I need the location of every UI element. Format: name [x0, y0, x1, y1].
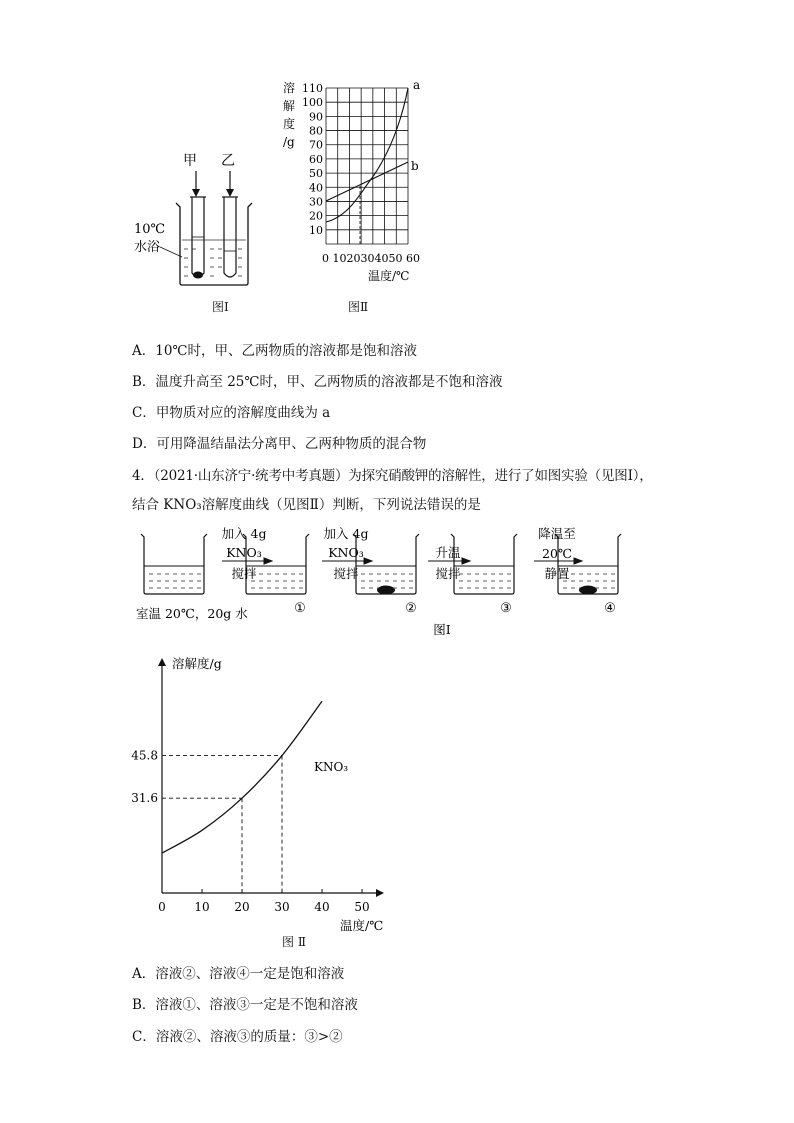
x-tick-label: 40	[314, 900, 330, 914]
y-tick-label: 20	[309, 209, 323, 223]
kno3-solubility-chart	[130, 650, 410, 940]
y-tick-label: 60	[309, 152, 323, 166]
q4-option-c: C．溶液②、溶液③的质量：③>②	[132, 1029, 343, 1045]
svg-text:溶: 溶	[283, 81, 296, 95]
y-tick-label: 10	[309, 223, 323, 237]
y-marked-label: 31.6	[131, 791, 158, 806]
label-yi: 乙	[221, 153, 235, 169]
step4-cool: 降温至	[538, 526, 576, 541]
beaker	[555, 534, 621, 594]
x-label: 温度/℃	[368, 269, 410, 283]
figure-2-caption: 图Ⅱ	[348, 300, 369, 314]
svg-text:解: 解	[283, 99, 296, 113]
beaker-label-4: ④	[604, 601, 616, 616]
label-jia: 甲	[183, 153, 197, 169]
crystal-deposit	[579, 586, 597, 595]
x-ticks: 0 1020304050 60	[322, 252, 420, 265]
x-tick-label: 50	[354, 900, 370, 914]
q4-figure-1-caption: 图Ⅰ	[433, 622, 451, 637]
step3-stir: 搅拌	[435, 566, 461, 581]
chart-y-label: 溶解度/g	[172, 656, 222, 671]
step2-add: 加入 4g	[323, 526, 369, 541]
beaker-label-3: ③	[500, 601, 512, 616]
beaker	[353, 534, 419, 594]
y-tick-label: 110	[302, 82, 323, 95]
start-condition: 室温 20℃，20g 水	[136, 606, 248, 621]
crystal-deposit	[377, 586, 395, 595]
step2-kno3: KNO₃	[328, 545, 364, 560]
y-marked-label: 45.8	[131, 748, 158, 763]
q4-option-a: A．溶液②、溶液④一定是饱和溶液	[132, 966, 345, 982]
q3-option-c: C．甲物质对应的溶解度曲线为 a	[132, 405, 331, 421]
step1-stir: 搅拌	[231, 566, 257, 581]
step2-stir: 搅拌	[333, 566, 359, 581]
x-tick-label: 20	[234, 900, 250, 914]
y-tick-label: 30	[309, 195, 323, 209]
q4-figure-2-caption: 图 Ⅱ	[282, 935, 306, 949]
beaker	[451, 534, 517, 594]
y-tick-label: 100	[302, 96, 323, 110]
figure-1-caption: 图Ⅰ	[212, 300, 229, 314]
beaker	[243, 534, 309, 594]
q3-option-d: D．可用降温结晶法分离甲、乙两种物质的混合物	[132, 436, 427, 452]
step4-stand: 静置	[544, 566, 570, 581]
beaker	[141, 534, 207, 594]
x-tick-label: 10	[194, 900, 210, 914]
svg-text:/g: /g	[283, 135, 295, 149]
kno3-series-label: KNO₃	[314, 760, 349, 774]
svg-text:度: 度	[283, 117, 296, 131]
y-axis-arrow	[158, 658, 166, 666]
q3-option-a: A．10℃时，甲、乙两物质的溶液都是饱和溶液	[132, 343, 418, 359]
y-tick-label: 40	[309, 181, 323, 195]
q4-stem-line2: 结合 KNO₃溶解度曲线（见图Ⅱ）判断，下列说法错误的是	[132, 497, 481, 513]
x-axis-arrow	[376, 889, 384, 897]
x-tick-label: 0	[158, 900, 166, 914]
q4-option-b: B．溶液①、溶液③一定是不饱和溶液	[132, 997, 358, 1013]
beaker-label-1: ①	[294, 601, 306, 616]
label-10c: 10℃	[134, 222, 166, 237]
beaker-label-2: ②	[405, 601, 417, 616]
q3-option-b: B．温度升高至 25℃时，甲、乙两物质的溶液都是不饱和溶液	[132, 374, 503, 390]
q4-figure-1-process	[130, 520, 660, 645]
step3-heat: 升温	[435, 545, 461, 560]
label-water-bath: 水浴	[134, 240, 161, 255]
q4-stem-line1: 4．（2021·山东济宁·统考中考真题）为探究硝酸钾的溶解性，进行了如图实验（见图Ⅰ），	[132, 468, 653, 484]
y-tick-label: 90	[309, 110, 323, 124]
step1-add: 加入 4g	[221, 526, 267, 541]
step1-kno3: KNO₃	[226, 545, 262, 560]
kno3-curve	[162, 701, 322, 853]
figure-1-test-tubes	[130, 145, 260, 295]
curve-a-label: a	[413, 78, 421, 92]
y-tick-label: 70	[309, 138, 323, 152]
step4-temp: 20℃	[542, 546, 572, 561]
chart-x-label: 温度/℃	[340, 918, 384, 933]
y-tick-label: 80	[309, 124, 323, 138]
figure-2-solubility-grid	[280, 78, 425, 288]
y-tick-label: 50	[309, 167, 323, 181]
curve-b-label: b	[411, 159, 419, 173]
x-tick-label: 30	[274, 900, 290, 914]
